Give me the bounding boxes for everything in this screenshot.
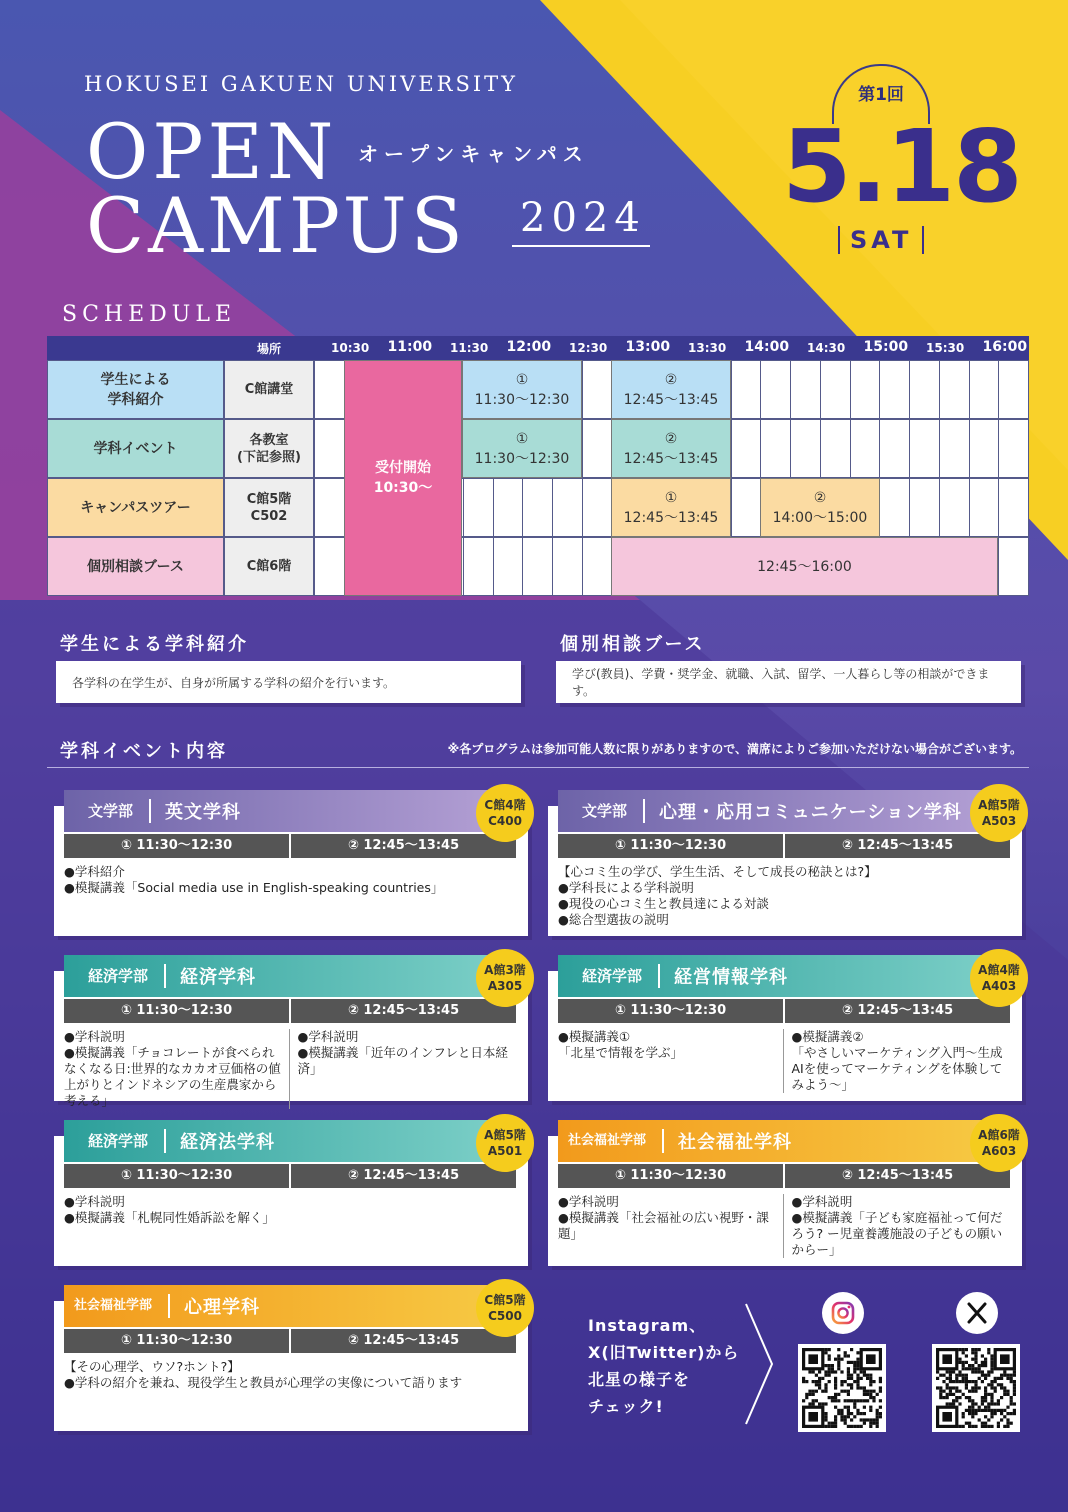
reception-label: 受付開始: [375, 460, 431, 476]
room-badge: [476, 1279, 534, 1337]
card-line: ●学科説明: [64, 1194, 125, 1209]
intro-box: [56, 661, 521, 703]
grid-cell: [314, 360, 345, 419]
card-body: [558, 864, 1010, 928]
row-label-tour: キャンパスツアー: [47, 478, 224, 537]
university-name: HOKUSEI GAKUEN UNIVERSITY: [84, 72, 519, 96]
session-1-time: ① 11:30〜12:30: [64, 1329, 291, 1353]
session-2-time: ② 12:45〜13:45: [347, 1333, 460, 1348]
time-label: 16:00: [982, 339, 1028, 355]
events-note: ※各プログラムは参加可能人数に限りがありますので、満席によりご参加いただけない場合がございます。: [447, 742, 1022, 756]
grid-cell: [939, 360, 970, 419]
x-qr-code[interactable]: [932, 1344, 1020, 1432]
room-number: C500: [488, 1309, 522, 1323]
grid-cell: [939, 419, 970, 478]
place-intro: C館講堂: [224, 360, 314, 419]
session-times: [64, 834, 516, 858]
grid-cell: [969, 360, 1000, 419]
session-number: ①: [515, 430, 529, 447]
grid-cell: [463, 478, 494, 537]
grid-cell: [820, 419, 851, 478]
social-line: Instagram、: [588, 1316, 707, 1335]
place-tour: C館5階 C502: [224, 478, 314, 537]
session-time: 12:45〜13:45: [623, 391, 719, 408]
faculty-name: 経済学部: [558, 964, 660, 988]
department-name: 経営情報学科: [674, 967, 789, 988]
grid-cell: [998, 419, 1029, 478]
time-label: 10:30: [331, 341, 370, 355]
card-body: [558, 1194, 1010, 1258]
grid-cell: [909, 419, 940, 478]
x-icon[interactable]: [956, 1292, 998, 1334]
session-2-time: ② 12:45〜13:45: [841, 1003, 954, 1018]
intro-session-1: [462, 360, 582, 419]
card-line: 【その心理学、ウソ?ホント?】: [64, 1359, 240, 1374]
time-label: 13:30: [688, 341, 727, 355]
dept-card-economics: [54, 963, 528, 1108]
card-body: [558, 1029, 1010, 1093]
session-2-time: ② 12:45〜13:45: [347, 838, 460, 853]
card-line: ●模擬講義「子ども家庭福祉って何だろう? ー児童養護施設の子どもの願いからー」: [791, 1210, 1003, 1257]
room-badge: [476, 784, 534, 842]
card-header: [558, 790, 1014, 832]
session-2-time: ② 12:45〜13:45: [841, 838, 954, 853]
session-1-time: ① 11:30〜12:30: [64, 1164, 291, 1188]
session-times: [64, 999, 516, 1023]
grid-cell: [582, 537, 613, 596]
room-number: A503: [981, 814, 1017, 828]
time-label: 12:00: [506, 339, 552, 355]
room-building: C館5階: [484, 1293, 526, 1307]
session-time: 11:30〜12:30: [474, 391, 570, 408]
grid-cell: [522, 478, 553, 537]
session-2-time: ② 12:45〜13:45: [347, 1003, 460, 1018]
grid-cell: [522, 537, 553, 596]
session-1-time: ① 11:30〜12:30: [64, 834, 291, 858]
reception-time: 10:30〜: [373, 480, 433, 496]
weekday: SAT: [838, 226, 924, 254]
room-number: A403: [981, 979, 1017, 993]
grid-cell: [314, 537, 345, 596]
grid-cell: [850, 360, 881, 419]
room-badge: [476, 1114, 534, 1172]
event-date: 5.18: [782, 108, 1021, 225]
card-header: [64, 790, 520, 832]
faculty-name: 文学部: [558, 799, 645, 823]
grid-cell: [820, 360, 851, 419]
card-line: ●学科説明: [297, 1029, 359, 1044]
session-time: 12:45〜16:00: [757, 558, 852, 575]
time-label: 11:00: [387, 339, 433, 355]
grid-cell: [850, 419, 881, 478]
card-line: ●模擬講義「Social media use in English-speaking countries」: [64, 880, 444, 895]
room-badge: [970, 949, 1028, 1007]
card-line: ●模擬講義「社会福祉の広い視野・課題」: [558, 1210, 769, 1241]
card-line: ●模擬講義②: [791, 1029, 864, 1044]
time-label: 12:30: [569, 341, 608, 355]
event-session-2: [611, 419, 731, 478]
grid-cell: [314, 478, 345, 537]
title-campus: CAMPUS: [86, 181, 467, 270]
grid-cell: [790, 419, 821, 478]
session-number: ②: [664, 430, 678, 447]
session-times: [558, 834, 1010, 858]
grid-cell: [998, 478, 1029, 537]
card-line: ●模擬講義「近年のインフレと日本経済」: [297, 1045, 508, 1076]
row-label-intro: 学生による 学科紹介: [47, 360, 224, 419]
grid-cell: [552, 537, 583, 596]
grid-cell: [939, 478, 970, 537]
grid-cell: [463, 537, 494, 596]
time-label: 14:30: [807, 341, 846, 355]
session-2-time: ② 12:45〜13:45: [347, 1168, 460, 1183]
room-number: C400: [488, 814, 522, 828]
grid-cell: [790, 360, 821, 419]
grid-cell: [969, 419, 1000, 478]
time-label: 11:30: [450, 341, 489, 355]
room-badge: [970, 1114, 1028, 1172]
session-number: ①: [515, 371, 529, 388]
time-label: 15:30: [926, 341, 965, 355]
card-body: [64, 864, 516, 896]
room-building: A館4階: [978, 963, 1020, 977]
place-event: 各教室 (下記参照): [224, 419, 314, 478]
session-2-time: ② 12:45〜13:45: [841, 1168, 954, 1183]
card-line: 「北星で情報を学ぶ」: [558, 1045, 684, 1060]
social-line: チェック!: [588, 1397, 664, 1416]
department-name: 心理学科: [184, 1297, 261, 1318]
card-line: ●現役の心コミ生と教員達による対談: [558, 896, 769, 911]
room-building: A館5階: [484, 1128, 526, 1142]
grid-cell: [493, 537, 524, 596]
title-japanese: オープンキャンパス: [358, 142, 589, 166]
grid-cell: [731, 360, 762, 419]
grid-cell: [731, 419, 762, 478]
faculty-name: 社会福祉学部: [64, 1294, 170, 1318]
session-1-time: ① 11:30〜12:30: [558, 1164, 785, 1188]
time-label: 13:00: [625, 339, 671, 355]
faculty-name: 経済学部: [64, 964, 166, 988]
department-name: 心理・応用コミュニケーション学科: [659, 802, 962, 823]
grid-cell: [314, 419, 345, 478]
card-line: ●学科紹介: [64, 864, 125, 879]
card-line: 【心コミ生の学び、学生生活、そして成長の秘訣とは?】: [558, 864, 877, 879]
faculty-name: 文学部: [64, 799, 151, 823]
session-number: ②: [664, 371, 678, 388]
card-line: ●学科長による学科説明: [558, 880, 694, 895]
card-header: [64, 1285, 520, 1327]
grid-cell: [909, 360, 940, 419]
faculty-name: 経済学部: [64, 1129, 166, 1153]
room-badge: [476, 949, 534, 1007]
grid-cell: [879, 360, 910, 419]
dept-card-psychology: [54, 1293, 528, 1431]
card-line: ●総合型選抜の説明: [558, 912, 669, 927]
schedule-heading: SCHEDULE: [62, 302, 236, 327]
department-name: 英文学科: [165, 802, 242, 823]
card-line: ●学科説明: [558, 1194, 619, 1209]
card-line: ●模擬講義「チョコレートが食べられなくなる日:世界的なカカオ豆価格の値上がりとインドネシアの生産農家から考える」: [64, 1045, 281, 1108]
room-number: A501: [487, 1144, 523, 1158]
instagram-qr-code[interactable]: [798, 1344, 886, 1432]
year: 2024: [512, 195, 650, 247]
card-body: [64, 1029, 516, 1109]
consult-text: 学び(教員)、学費・奨学金、就職、入試、留学、一人暮らし等の相談ができます。: [572, 667, 990, 698]
room-building: A館6階: [978, 1128, 1020, 1142]
card-line: ●学科説明: [791, 1194, 853, 1209]
dept-card-english: [54, 798, 528, 936]
title-open: OPEN: [86, 107, 338, 196]
grid-cell: [582, 419, 613, 478]
card-body: [64, 1359, 516, 1391]
department-name: 社会福祉学科: [678, 1132, 793, 1153]
grid-cell: [879, 478, 910, 537]
social-message: [588, 1312, 739, 1420]
card-line: ●学科説明: [64, 1029, 125, 1044]
grid-cell: [760, 360, 791, 419]
grid-cell: [998, 360, 1029, 419]
room-building: C館4階: [484, 798, 526, 812]
card-header: [558, 955, 1014, 997]
department-name: 経済学科: [180, 967, 257, 988]
grid-cell: [879, 419, 910, 478]
event-session-1: [462, 419, 582, 478]
reception-block: [344, 360, 462, 596]
tour-session-1: [611, 478, 731, 537]
tour-session-2: [760, 478, 880, 537]
card-header: [64, 955, 520, 997]
card-line: ●模擬講義①: [558, 1029, 631, 1044]
divider: [47, 767, 1029, 768]
round-label: 第1回: [832, 64, 930, 124]
grid-cell: [969, 478, 1000, 537]
grid-cell: [582, 478, 613, 537]
session-times: [64, 1164, 516, 1188]
dept-card-business-info: [548, 963, 1022, 1101]
time-label: 15:00: [863, 339, 909, 355]
row-label-event: 学科イベント: [47, 419, 224, 478]
card-header: [558, 1120, 1014, 1162]
time-label: 14:00: [744, 339, 790, 355]
intro-title: 学生による学科紹介: [60, 634, 249, 655]
dept-card-psych-comm: [548, 798, 1022, 936]
session-times: [64, 1329, 516, 1353]
grid-cell: [909, 478, 940, 537]
grid-cell: [493, 478, 524, 537]
consult-session: [611, 537, 998, 596]
grid-cell: [760, 419, 791, 478]
session-time: 12:45〜13:45: [623, 509, 719, 526]
session-time: 14:00〜15:00: [772, 509, 868, 526]
session-number: ①: [664, 489, 678, 506]
instagram-icon[interactable]: [822, 1292, 864, 1334]
room-badge: [970, 784, 1028, 842]
session-time: 11:30〜12:30: [474, 450, 570, 467]
room-building: A館5階: [978, 798, 1020, 812]
schedule-table: [47, 336, 1029, 596]
room-number: A603: [981, 1144, 1017, 1158]
session-number: ②: [813, 489, 827, 506]
place-consult: C館6階: [224, 537, 314, 596]
department-name: 経済法学科: [180, 1132, 276, 1153]
room-building: A館3階: [484, 963, 526, 977]
consult-box: [556, 661, 1021, 703]
grid-cell: [998, 537, 1029, 596]
card-line: ●模擬講義「札幌同性婚訴訟を解く」: [64, 1210, 275, 1225]
session-times: [558, 1164, 1010, 1188]
card-body: [64, 1194, 516, 1226]
session-1-time: ① 11:30〜12:30: [558, 834, 785, 858]
session-1-time: ① 11:30〜12:30: [558, 999, 785, 1023]
intro-text: 各学科の在学生が、自身が所属する学科の紹介を行います。: [72, 675, 396, 690]
grid-cell: [731, 478, 762, 537]
dept-card-economic-law: [54, 1128, 528, 1266]
consult-title: 個別相談ブース: [560, 634, 706, 655]
chevron-right-icon: [742, 1302, 776, 1426]
card-header: [64, 1120, 520, 1162]
session-1-time: ① 11:30〜12:30: [64, 999, 291, 1023]
dept-card-social-welfare: [548, 1128, 1022, 1266]
social-line: X(旧Twitter)から: [588, 1343, 740, 1362]
room-number: A305: [487, 979, 523, 993]
session-time: 12:45〜13:45: [623, 450, 719, 467]
events-title: 学科イベント内容: [60, 741, 228, 762]
row-label-consult: 個別相談ブース: [47, 537, 224, 596]
session-times: [558, 999, 1010, 1023]
social-line: 北星の様子を: [588, 1370, 691, 1389]
place-header: 場所: [257, 342, 282, 356]
faculty-name: 社会福祉学部: [558, 1129, 664, 1153]
card-line: ●学科の紹介を兼ね、現役学生と教員が心理学の実像について語ります: [64, 1375, 463, 1390]
grid-cell: [582, 360, 613, 419]
intro-session-2: [611, 360, 731, 419]
grid-cell: [552, 478, 583, 537]
card-line: 「やさしいマーケティング入門〜生成AIを使ってマーケティングを体験してみよう〜」: [791, 1045, 1003, 1092]
